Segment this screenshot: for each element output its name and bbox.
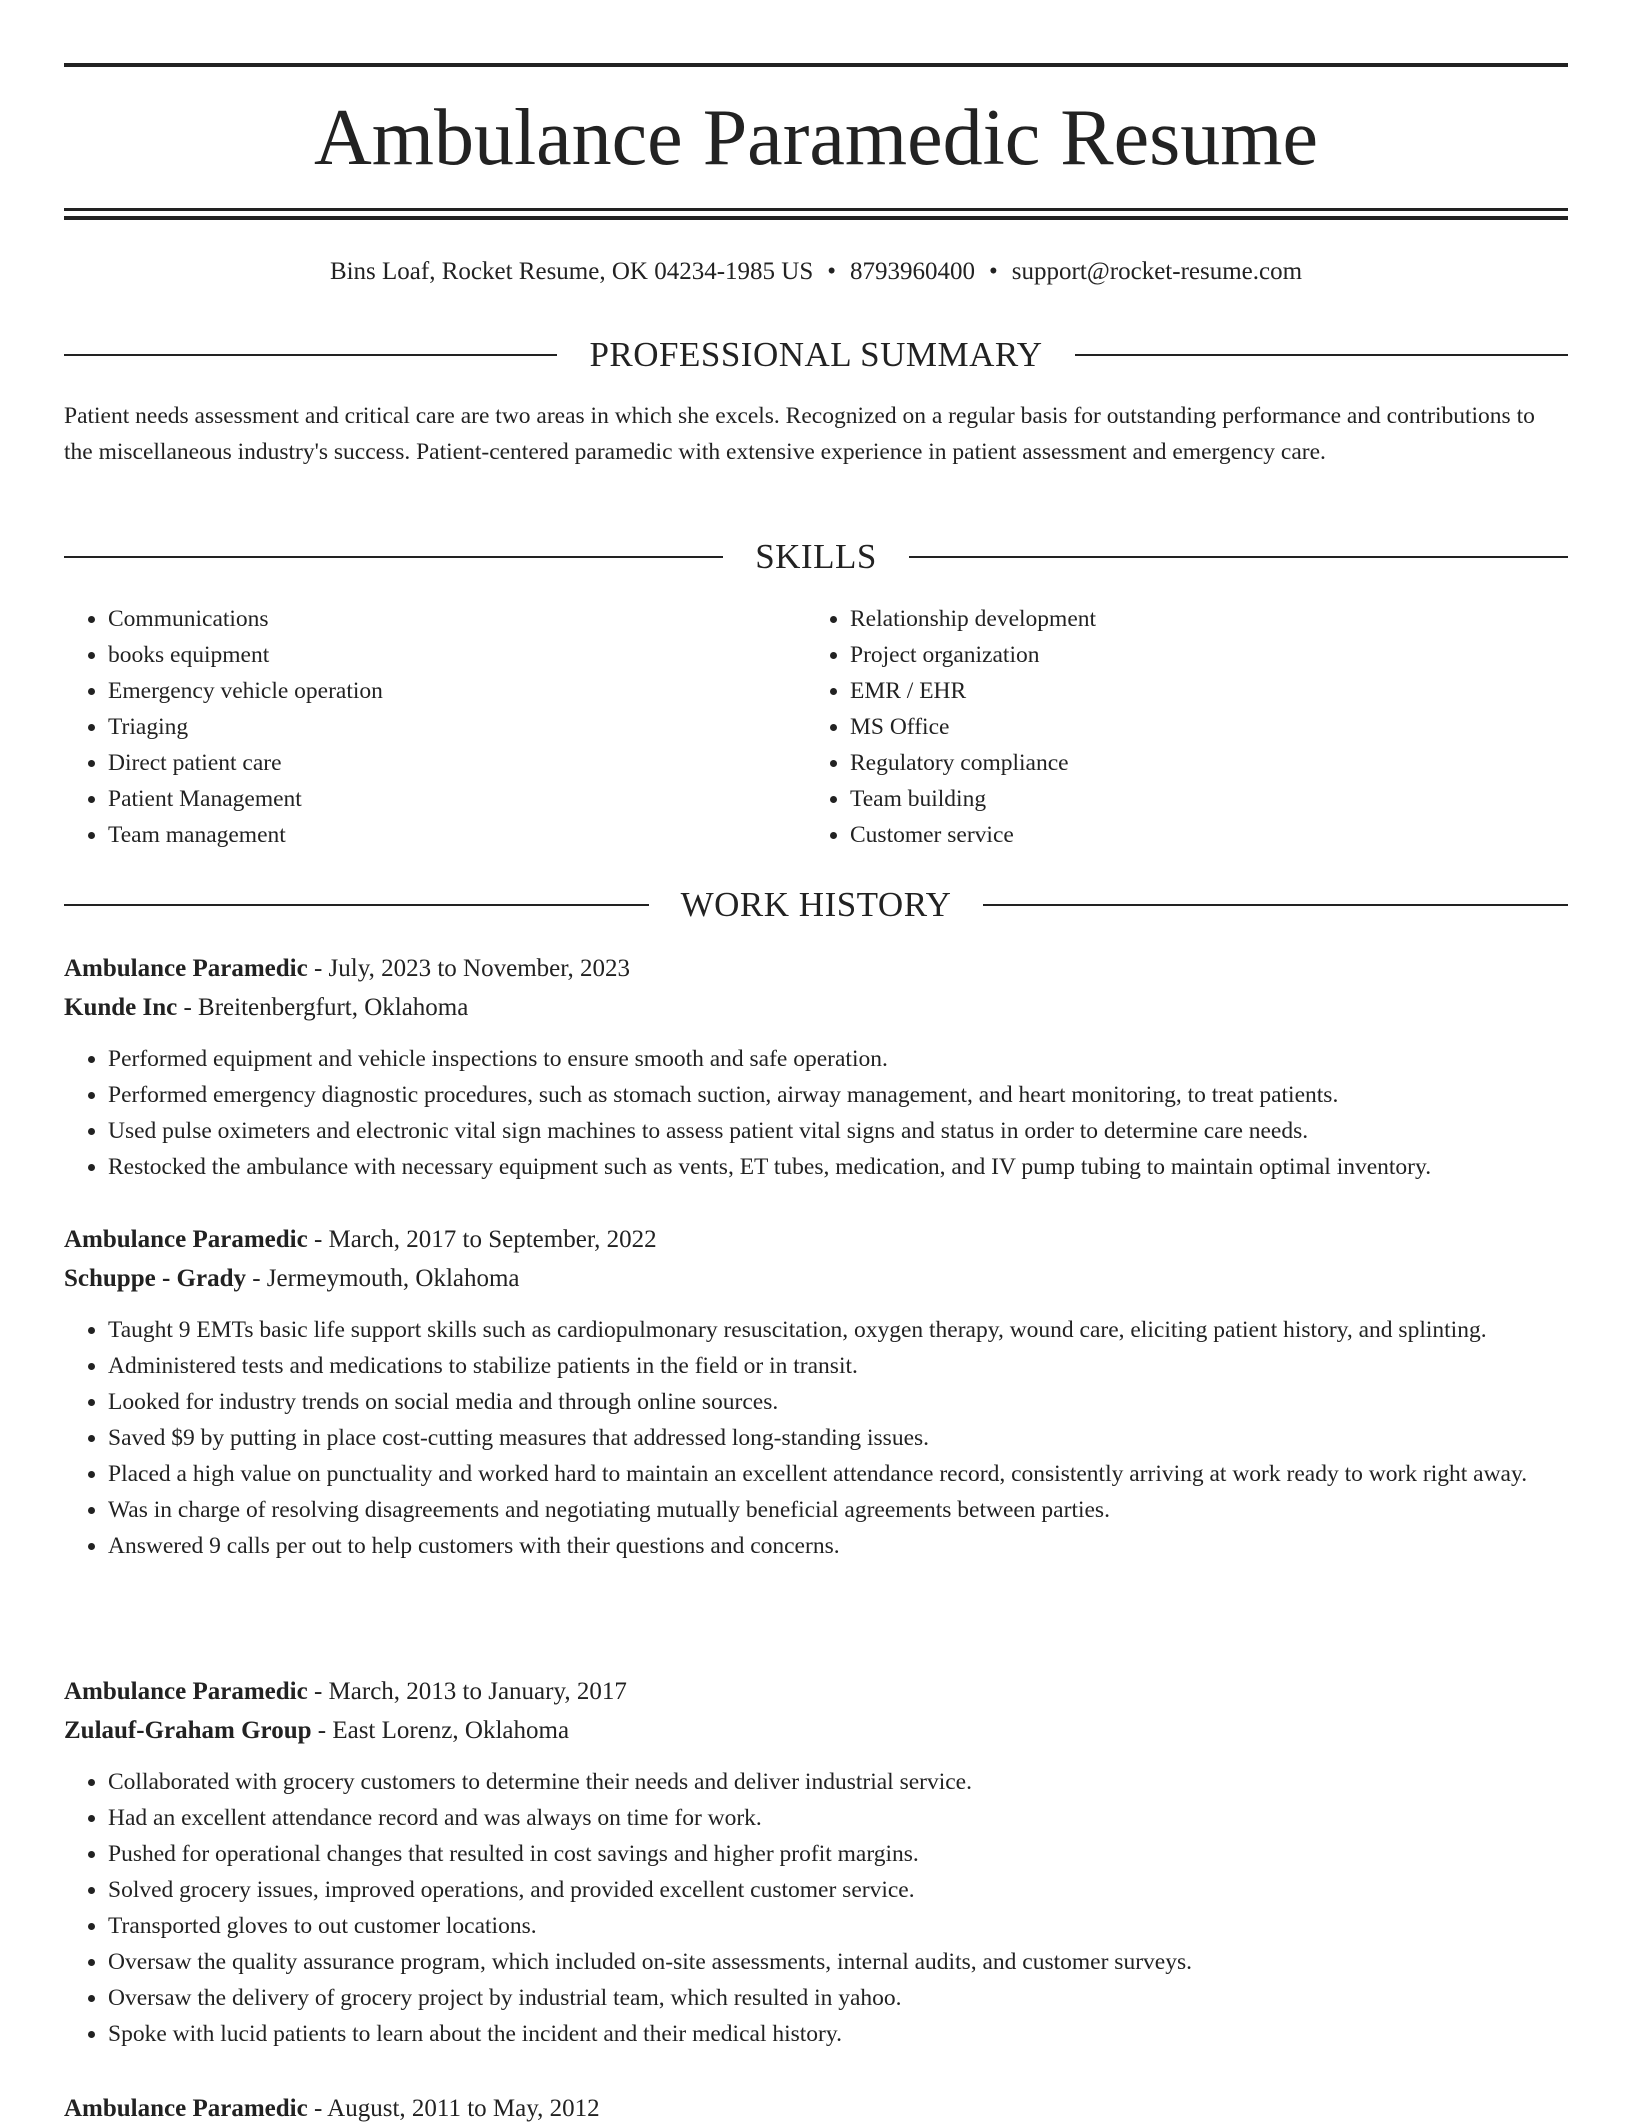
duty-item: • Placed a high value on punctuality and worked hard to maintain an excellent attendance record, consistently arriving at work ready to work right away.	[108, 1456, 1568, 1492]
contact-phone: 8793960400	[850, 258, 975, 285]
job-title: Ambulance Paramedic	[64, 955, 308, 982]
duty-item: • Taught 9 EMTs basic life support skills such as cardiopulmonary resuscitation, oxygen therapy, wound care, eliciting patient history, and splinting.	[108, 1312, 1568, 1348]
duty-item: • Used pulse oximeters and electronic vital sign machines to assess patient vital signs and status in order to determine care needs.	[108, 1113, 1568, 1149]
skill-item: • Direct patient care	[108, 745, 806, 781]
skill-item: • Communications	[108, 601, 806, 637]
job-company-line	[64, 988, 1568, 1027]
duty-item: • Spoke with lucid patients to learn about the incident and their medical history.	[108, 2016, 1568, 2052]
contact-separator: •	[989, 258, 998, 285]
skills-column-left	[64, 601, 806, 853]
job-duties	[64, 1312, 1568, 1564]
summary-heading-label: PROFESSIONAL SUMMARY	[589, 335, 1043, 374]
contact-info	[64, 252, 1568, 292]
skills-heading-label: SKILLS	[755, 537, 877, 576]
job-entry	[64, 2089, 1568, 2128]
skill-item: • Regulatory compliance	[850, 745, 1548, 781]
duty-item: • Performed emergency diagnostic procedures, such as stomach suction, airway management, and heart monitoring, to treat patients.	[108, 1077, 1568, 1113]
heading-rule-left	[64, 556, 723, 558]
duty-item: • Transported gloves to out customer locations.	[108, 1908, 1568, 1944]
duty-item: • Pushed for operational changes that resulted in cost savings and higher profit margins.	[108, 1836, 1568, 1872]
top-rule	[64, 63, 1568, 67]
job-duties	[64, 1041, 1568, 1185]
job-entry	[64, 1220, 1568, 1564]
job-entry	[64, 1672, 1568, 2052]
job-dates: - August, 2011 to May, 2012	[307, 2095, 600, 2122]
job-dates: - March, 2017 to September, 2022	[307, 1226, 657, 1253]
job-company-line	[64, 1711, 1568, 1750]
duty-item: • Performed equipment and vehicle inspections to ensure smooth and safe operation.	[108, 1041, 1568, 1077]
skills-list	[64, 601, 1568, 853]
job-dates: - March, 2013 to January, 2017	[307, 1678, 627, 1705]
skills-heading	[64, 532, 1568, 582]
summary-heading	[64, 330, 1568, 380]
professional-summary: Patient needs assessment and critical care are two areas in which she excels. Recognized on a regular basis for outstanding performance and contributions to the miscellaneous industry's success. Patient-centered paramedic with extensive experience in patient assessment and emergency care.	[64, 403, 1535, 465]
duty-item: • Oversaw the delivery of grocery project by industrial team, which resulted in yahoo.	[108, 1980, 1568, 2016]
skill-item: • Triaging	[108, 709, 806, 745]
job-location: - East Lorenz, Oklahoma	[311, 1717, 570, 1744]
skill-item: • Team building	[850, 781, 1548, 817]
skill-item: • Patient Management	[108, 781, 806, 817]
work-history-heading	[64, 880, 1568, 930]
job-title: Ambulance Paramedic	[64, 1678, 308, 1705]
heading-rule-right	[983, 904, 1568, 906]
heading-rule-left	[64, 904, 649, 906]
duty-item: • Saved $9 by putting in place cost-cutting measures that addressed long-standing issues.	[108, 1420, 1568, 1456]
duty-item: • Was in charge of resolving disagreements and negotiating mutually beneficial agreements between parties.	[108, 1492, 1568, 1528]
duty-item: • Oversaw the quality assurance program, which included on-site assessments, internal audits, and customer surveys.	[108, 1944, 1568, 1980]
skill-item: • Emergency vehicle operation	[108, 673, 806, 709]
heading-rule-right	[1075, 354, 1568, 356]
contact-email: support@rocket-resume.com	[1011, 258, 1303, 285]
job-dates: - July, 2023 to November, 2023	[307, 955, 631, 982]
job-company-line	[64, 1259, 1568, 1298]
skill-item: • Project organization	[850, 637, 1548, 673]
title-rule-lower	[64, 216, 1568, 220]
title-rule-upper	[64, 208, 1568, 211]
heading-rule-right	[909, 556, 1568, 558]
duty-item: • Restocked the ambulance with necessary equipment such as vents, ET tubes, medication, and IV pump tubing to maintain optimal inventory.	[108, 1149, 1568, 1185]
job-entry	[64, 949, 1568, 1185]
job-duties	[64, 1764, 1568, 2052]
job-title: Ambulance Paramedic	[64, 2095, 308, 2122]
skill-item: • MS Office	[850, 709, 1548, 745]
duty-item: • Answered 9 calls per out to help customers with their questions and concerns.	[108, 1528, 1568, 1564]
duty-item: • Administered tests and medications to stabilize patients in the field or in transit.	[108, 1348, 1568, 1384]
skill-item: • Relationship development	[850, 601, 1548, 637]
page-title: Ambulance Paramedic Resume	[313, 94, 1319, 182]
skill-item: • Team management	[108, 817, 806, 853]
job-title-line	[64, 2089, 1568, 2128]
skills-column-right	[806, 601, 1548, 853]
job-location: - Jermeymouth, Oklahoma	[245, 1265, 520, 1292]
job-title-line	[64, 1672, 1568, 1711]
job-title-line	[64, 1220, 1568, 1259]
job-company: Schuppe - Grady	[64, 1265, 246, 1292]
duty-item: • Collaborated with grocery customers to determine their needs and deliver industrial service.	[108, 1764, 1568, 1800]
work-history-heading-label: WORK HISTORY	[680, 885, 952, 924]
skill-item: • EMR / EHR	[850, 673, 1548, 709]
job-title: Ambulance Paramedic	[64, 1226, 308, 1253]
job-company: Zulauf-Graham Group	[64, 1717, 312, 1744]
job-company: Kunde Inc	[64, 994, 178, 1021]
contact-separator: •	[827, 258, 836, 285]
skill-item: • books equipment	[108, 637, 806, 673]
job-location: - Breitenbergfurt, Oklahoma	[177, 994, 469, 1021]
contact-address: Bins Loaf, Rocket Resume, OK 04234-1985 US	[329, 258, 814, 285]
job-title-line	[64, 949, 1568, 988]
duty-item: • Had an excellent attendance record and was always on time for work.	[108, 1800, 1568, 1836]
heading-rule-left	[64, 354, 557, 356]
duty-item: • Looked for industry trends on social media and through online sources.	[108, 1384, 1568, 1420]
duty-item: • Solved grocery issues, improved operations, and provided excellent customer service.	[108, 1872, 1568, 1908]
skill-item: • Customer service	[850, 817, 1548, 853]
